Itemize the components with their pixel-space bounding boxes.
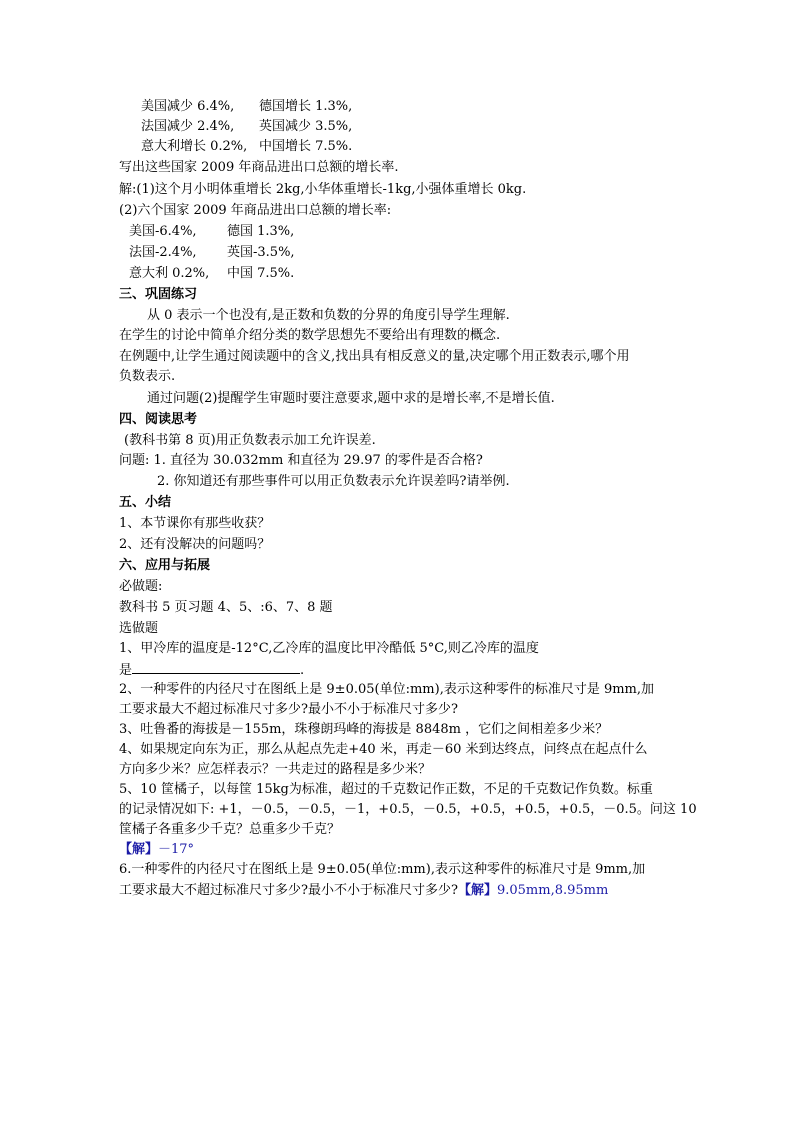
paragraph: 在学生的讨论中简单介绍分类的数学思想先不要给出有理数的概念. [119, 328, 501, 343]
section-heading-5: 五、小结 [119, 495, 172, 510]
rate-line-3 [129, 266, 295, 282]
question-1-blank-line [119, 661, 304, 679]
section-heading-4: 四、阅读思考 [119, 412, 198, 427]
write-prompt: 写出这些国家 2009 年商品进出口总额的增长率. [119, 160, 399, 175]
rate-text: 德国 1.3%, [227, 224, 295, 239]
answer-value: 9.05mm,8.95mm [496, 883, 609, 898]
question-5: 的记录情况如下: +1，－0.5，－0.5，－1，+0.5，－0.5，+0.5，+0.5，+0.5，－0.5。问这 10 [119, 802, 697, 817]
question-text: 是 [119, 663, 133, 678]
question-1: 1、甲冷库的温度是-12°C,乙冷库的温度比甲冷酷低 5°C,则乙冷库的温度 [119, 641, 539, 656]
answer-label: 【解】 [119, 842, 159, 857]
summary-item: 1、本节课你有那些收获？ [119, 516, 271, 531]
rate-text: 中国 7.5%. [227, 266, 295, 281]
answer-value: －17° [158, 842, 195, 857]
question-6-line [119, 883, 608, 899]
paragraph: 通过问题(2)提醒学生审题时要注意要求,题中求的是增长率,不是增长值. [147, 391, 555, 406]
question-3: 3、吐鲁番的海拔是－155m，珠穆朗玛峰的海拔是 8848m ，它们之间相差多少米？ [119, 722, 609, 737]
growth-line-1 [141, 99, 353, 115]
question-5: 5、10 筐橘子，以每筐 15kg为标准，超过的千克数记作正数，不足的千克数记作负数。标重 [119, 782, 653, 797]
question-5: 筐橘子各重多少千克？总重多少千克？ [119, 822, 341, 837]
paragraph: 负数表示. [119, 369, 176, 384]
rate-text: 意大利 0.2%, [129, 266, 210, 281]
paragraph: 在例题中,让学生通过阅读题中的含义,找出具有相反意义的量,决定哪个用正数表示,哪个用 [119, 349, 630, 364]
growth-line-2 [141, 119, 353, 135]
answer-blank [132, 661, 300, 674]
answer-line [119, 842, 194, 858]
optional-label: 选做题 [119, 621, 159, 636]
section-heading-3: 三、巩固练习 [119, 287, 198, 302]
question-4: 方向多少米？应怎样表示？一共走过的路程是多少米？ [119, 762, 432, 777]
question: 问题: 1. 直径为 30.032mm 和直径为 29.97 的零件是否合格? [119, 453, 483, 468]
rate-text: 英国-3.5%, [227, 245, 295, 260]
rate-line-2 [129, 245, 295, 261]
growth-text: 美国减少 6.4%, [141, 99, 235, 114]
rate-text: 法国-2.4%, [129, 245, 197, 260]
paragraph: (教科书第 8 页)用正负数表示加工允许误差. [124, 433, 376, 448]
section-heading-6: 六、应用与拓展 [119, 558, 211, 573]
growth-text: 英国减少 3.5%, [259, 119, 353, 134]
rate-text: 美国-6.4%, [129, 224, 197, 239]
growth-text: 法国减少 2.4%, [141, 119, 235, 134]
solution-2: (2)六个国家 2009 年商品进出口总额的增长率: [119, 203, 392, 218]
summary-item: 2、还有没解决的问题吗？ [119, 537, 271, 552]
question-4: 4、如果规定向东为正，那么从起点先走+40 米，再走－60 米到达终点，问终点在起点什么 [119, 742, 648, 757]
growth-text: 意大利增长 0.2%, [141, 139, 248, 154]
question-6: 6.一种零件的内径尺寸在图纸上是 9±0.05(单位:mm),表示这种零件的标准尺寸是 9mm,加 [119, 862, 646, 877]
answer-label: 【解】 [457, 883, 497, 898]
question-2: 工要求最大不超过标准尺寸多少?最小不小于标准尺寸多少? [119, 702, 458, 717]
growth-line-3 [141, 139, 353, 155]
solution-1: 解:(1)这个月小明体重增长 2kg,小华体重增长-1kg,小强体重增长 0kg. [119, 182, 527, 197]
growth-text: 中国增长 7.5%. [259, 139, 353, 154]
rate-line-1 [129, 224, 295, 240]
question: 2. 你知道还有那些事件可以用正负数表示允许误差吗?请举例. [157, 474, 510, 489]
growth-text: 德国增长 1.3%, [259, 99, 353, 114]
paragraph: 从 0 表示一个也没有,是正数和负数的分界的角度引导学生理解. [147, 308, 510, 323]
textbook-exercises: 教科书 5 页习题 4、5、:6、7、8 题 [119, 600, 333, 615]
question-text: 工要求最大不超过标准尺寸多少?最小不小于标准尺寸多少? [119, 883, 458, 898]
question-2: 2、一种零件的内径尺寸在图纸上是 9±0.05(单位:mm),表示这种零件的标准尺寸是 9mm,加 [119, 682, 655, 697]
question-text: . [300, 663, 305, 678]
must-do-label: 必做题: [119, 579, 163, 594]
